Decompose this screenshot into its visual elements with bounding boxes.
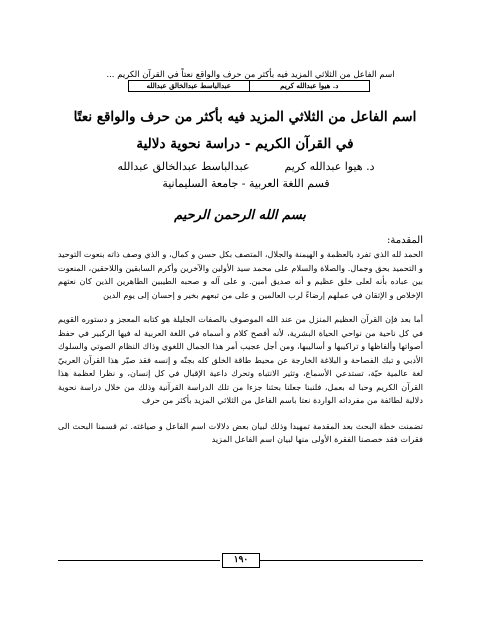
author-block [96, 158, 396, 192]
body-text [58, 234, 423, 458]
section-heading: المقدمة: [386, 235, 423, 246]
author-affiliation: قسم اللغة العربية - جامعة السليمانية [162, 177, 330, 190]
paper-title: اسم الفاعل من الثلاثي المزيد فيه بأكثر من حرف والواقع نعتًا في القرآن الكريم - دراسة نحوية دلالية [73, 109, 417, 152]
basmala: بسم الله الرحمن الرحيم [174, 208, 306, 223]
author-names: د. هيوا عبدالله كريم عبدالباسط عبدالخالق عبدالله [117, 160, 375, 173]
footer-rule [260, 560, 423, 561]
paragraph: تضمنت خطة البحث بعد المقدمة تمهيدا وذلك لبيان بعض دلالات اسم الفاعل و صياغته. ثم قسمنا البحث الى فقرات فقد خصصنا الفقرة الأولى منها لبيان اسم الفاعل المزيد [58, 420, 423, 444]
footer-rule [58, 560, 220, 561]
page-number: ١٩٠ [222, 553, 260, 568]
running-header: اسم الفاعل من الثلاثي المزيد فيه بأكثر من حرف والواقع نعتاً في القرآن الكريم ... [106, 70, 395, 80]
header-author-2: عبدالباسط عبدالخالق عبدالله [129, 81, 250, 91]
paragraph: أما بعد فإن القرآن العظيم المنزل من عند الله الموصوف بالصفات الجليلة هو كتابه المعجز و دستوره القويم في كل ناحية من نواحي الحياة البشرية، لأنه أفصح كلام و أسماه في اللغة العربية له فيها الركبير في حفظ أصواتها وألفاظها و تراكيبها و أساليبها، ومن أجل عجيب أمر هذا الجمال اللغوي وذاك النظام الصوتي والسلوك الأدبي و تبك الفصاحة و البلاغة الخارجة عن محيط طاقة الخلق كله بجنّه و إنسه فقد صيّر هذا القرآن العربيّ لغة عالمية حيّة، تستدعي الأسماع، وتثير الانتباه وتحرك داعية الإقبال في كل إنسان، و نظرا لعظمة هذا القرآن الكريم وحبا له بعمل، فلنبنا جعلنا بحثنا جزءا من تلك الدراسة القرآنية وذلك من خلال دراسة نحوية دلالية لطائفة من مفرداته الواردة نعتا باسم الفاعل من الثلاثي المزيد بأكثر من حرف [58, 314, 423, 405]
header-author-bar [128, 80, 370, 92]
header-author-1: د. هيوا عبدالله كريم [280, 81, 339, 90]
paragraph: الحمد لله الذي تفرد بالعظمة و الهيمنة والجلال، المتصف بكل حسن و كمال، و الذي وصف ذاته بنعوت التوحيد و التحميد بحق وجمال. والصلاة والسلام على محمد سيد الأولين والآخرين وأكرم السابقين واللاحقين، المنعوت بين عباده بأنه لعلى خلق عظيم و أنه صديق أمين. و على آله و صحبه الطيبين الطاهرين الذين كان نعتهم الإخلاص و الإتقان في عملهم إرضاءً لرب العالمين و على من تبعهم بخير و إحسان إلى يوم الدين [58, 249, 423, 300]
